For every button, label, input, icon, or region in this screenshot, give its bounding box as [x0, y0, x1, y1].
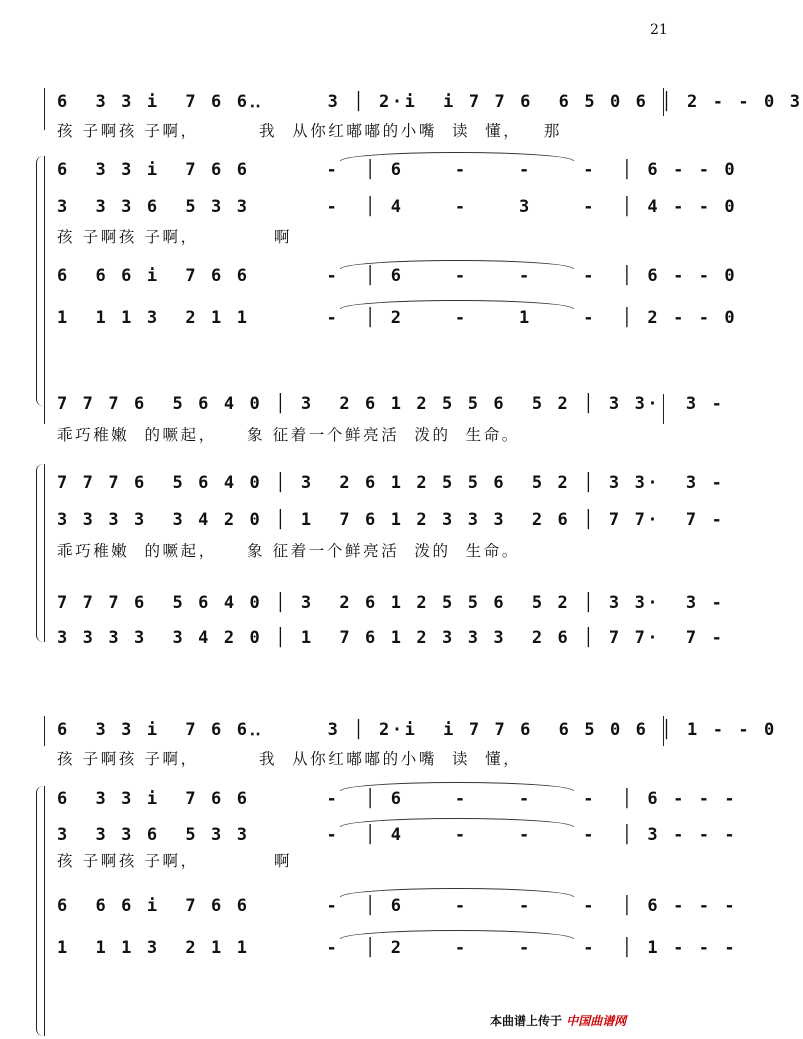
barline — [44, 786, 45, 1036]
melody-lyrics: 孩 子啊孩 子啊， 我 从你红嘟嘟的小嘴 读 懂， — [57, 750, 522, 768]
barline — [44, 716, 45, 746]
chorus-part-4: 3 3 3 3 3 4 2 0 │ 1 7 6 1 2 3 3 3 2 6 │ 7 7· 7 - — [57, 628, 725, 648]
melody-lyrics: 乖巧稚嫩 的噘起， 象 征着一个鲜亮活 泼的 生命。 — [57, 426, 520, 444]
chorus-part-1: 6 3 3 i 7 6 6 - │ 6 - - - │ 6 - - - — [57, 789, 738, 809]
brace — [36, 156, 43, 406]
barline — [44, 394, 45, 424]
brace — [36, 786, 43, 1036]
tie — [340, 152, 574, 161]
barline — [44, 464, 45, 642]
melody-notes: 6 3 3 i 7 6 6‥ 3 │ 2·i i 7 7 6 6 5 0 6 │ 1 - - 0 — [57, 720, 777, 740]
chorus-part-4: 1 1 1 3 2 1 1 - │ 2 - - - │ 1 - - - — [57, 938, 738, 958]
site-logo: 中国曲谱网 — [566, 1014, 627, 1028]
chorus-part-4: 1 1 1 3 2 1 1 - │ 2 - 1 - │ 2 - - 0 — [57, 308, 738, 328]
page-number: 21 — [650, 22, 668, 38]
barline — [44, 156, 45, 406]
chorus-part-1: 6 3 3 i 7 6 6 - │ 6 - - - │ 6 - - 0 — [57, 160, 738, 180]
chorus-lyrics: 孩 子啊孩 子啊， 啊 — [57, 852, 293, 870]
tie — [340, 818, 574, 827]
tie — [340, 888, 574, 897]
chorus-part-3: 7 7 7 6 5 6 4 0 │ 3 2 6 1 2 5 5 6 5 2 │ 3 3· 3 - — [57, 593, 725, 613]
chorus-part-2: 3 3 3 6 5 3 3 - │ 4 - 3 - │ 4 - - 0 — [57, 197, 738, 217]
footer-credit — [490, 1012, 626, 1029]
chorus-lyrics: 乖巧稚嫩 的噘起， 象 征着一个鲜亮活 泼的 生命。 — [57, 542, 520, 560]
brace — [36, 464, 43, 642]
tie — [340, 300, 574, 309]
footer-text: 本曲谱上传于 — [490, 1014, 563, 1028]
chorus-part-2: 3 3 3 3 3 4 2 0 │ 1 7 6 1 2 3 3 3 2 6 │ 7 7· 7 - — [57, 510, 725, 530]
melody-notes: 6 3 3 i 7 6 6‥ 3 │ 2·i i 7 7 6 6 5 0 6 │ 2 - - 0 3 — [57, 92, 803, 112]
melody-lyrics: 孩 子啊孩 子啊， 我 从你红嘟嘟的小嘴 读 懂， 那 — [57, 122, 563, 140]
chorus-part-2: 3 3 3 6 5 3 3 - │ 4 - - - │ 3 - - - — [57, 825, 738, 845]
chorus-part-3: 6 6 6 i 7 6 6 - │ 6 - - - │ 6 - - 0 — [57, 266, 738, 286]
chorus-lyrics: 孩 子啊孩 子啊， 啊 — [57, 228, 293, 246]
chorus-part-3: 6 6 6 i 7 6 6 - │ 6 - - - │ 6 - - - — [57, 896, 738, 916]
melody-notes: 7 7 7 6 5 6 4 0 │ 3 2 6 1 2 5 5 6 5 2 │ 3 3· 3 - — [57, 394, 725, 414]
tie — [340, 782, 574, 791]
barline — [44, 88, 45, 130]
chorus-part-1: 7 7 7 6 5 6 4 0 │ 3 2 6 1 2 5 5 6 5 2 │ 3 3· 3 - — [57, 473, 725, 493]
tie — [340, 260, 574, 269]
tie — [340, 930, 574, 939]
